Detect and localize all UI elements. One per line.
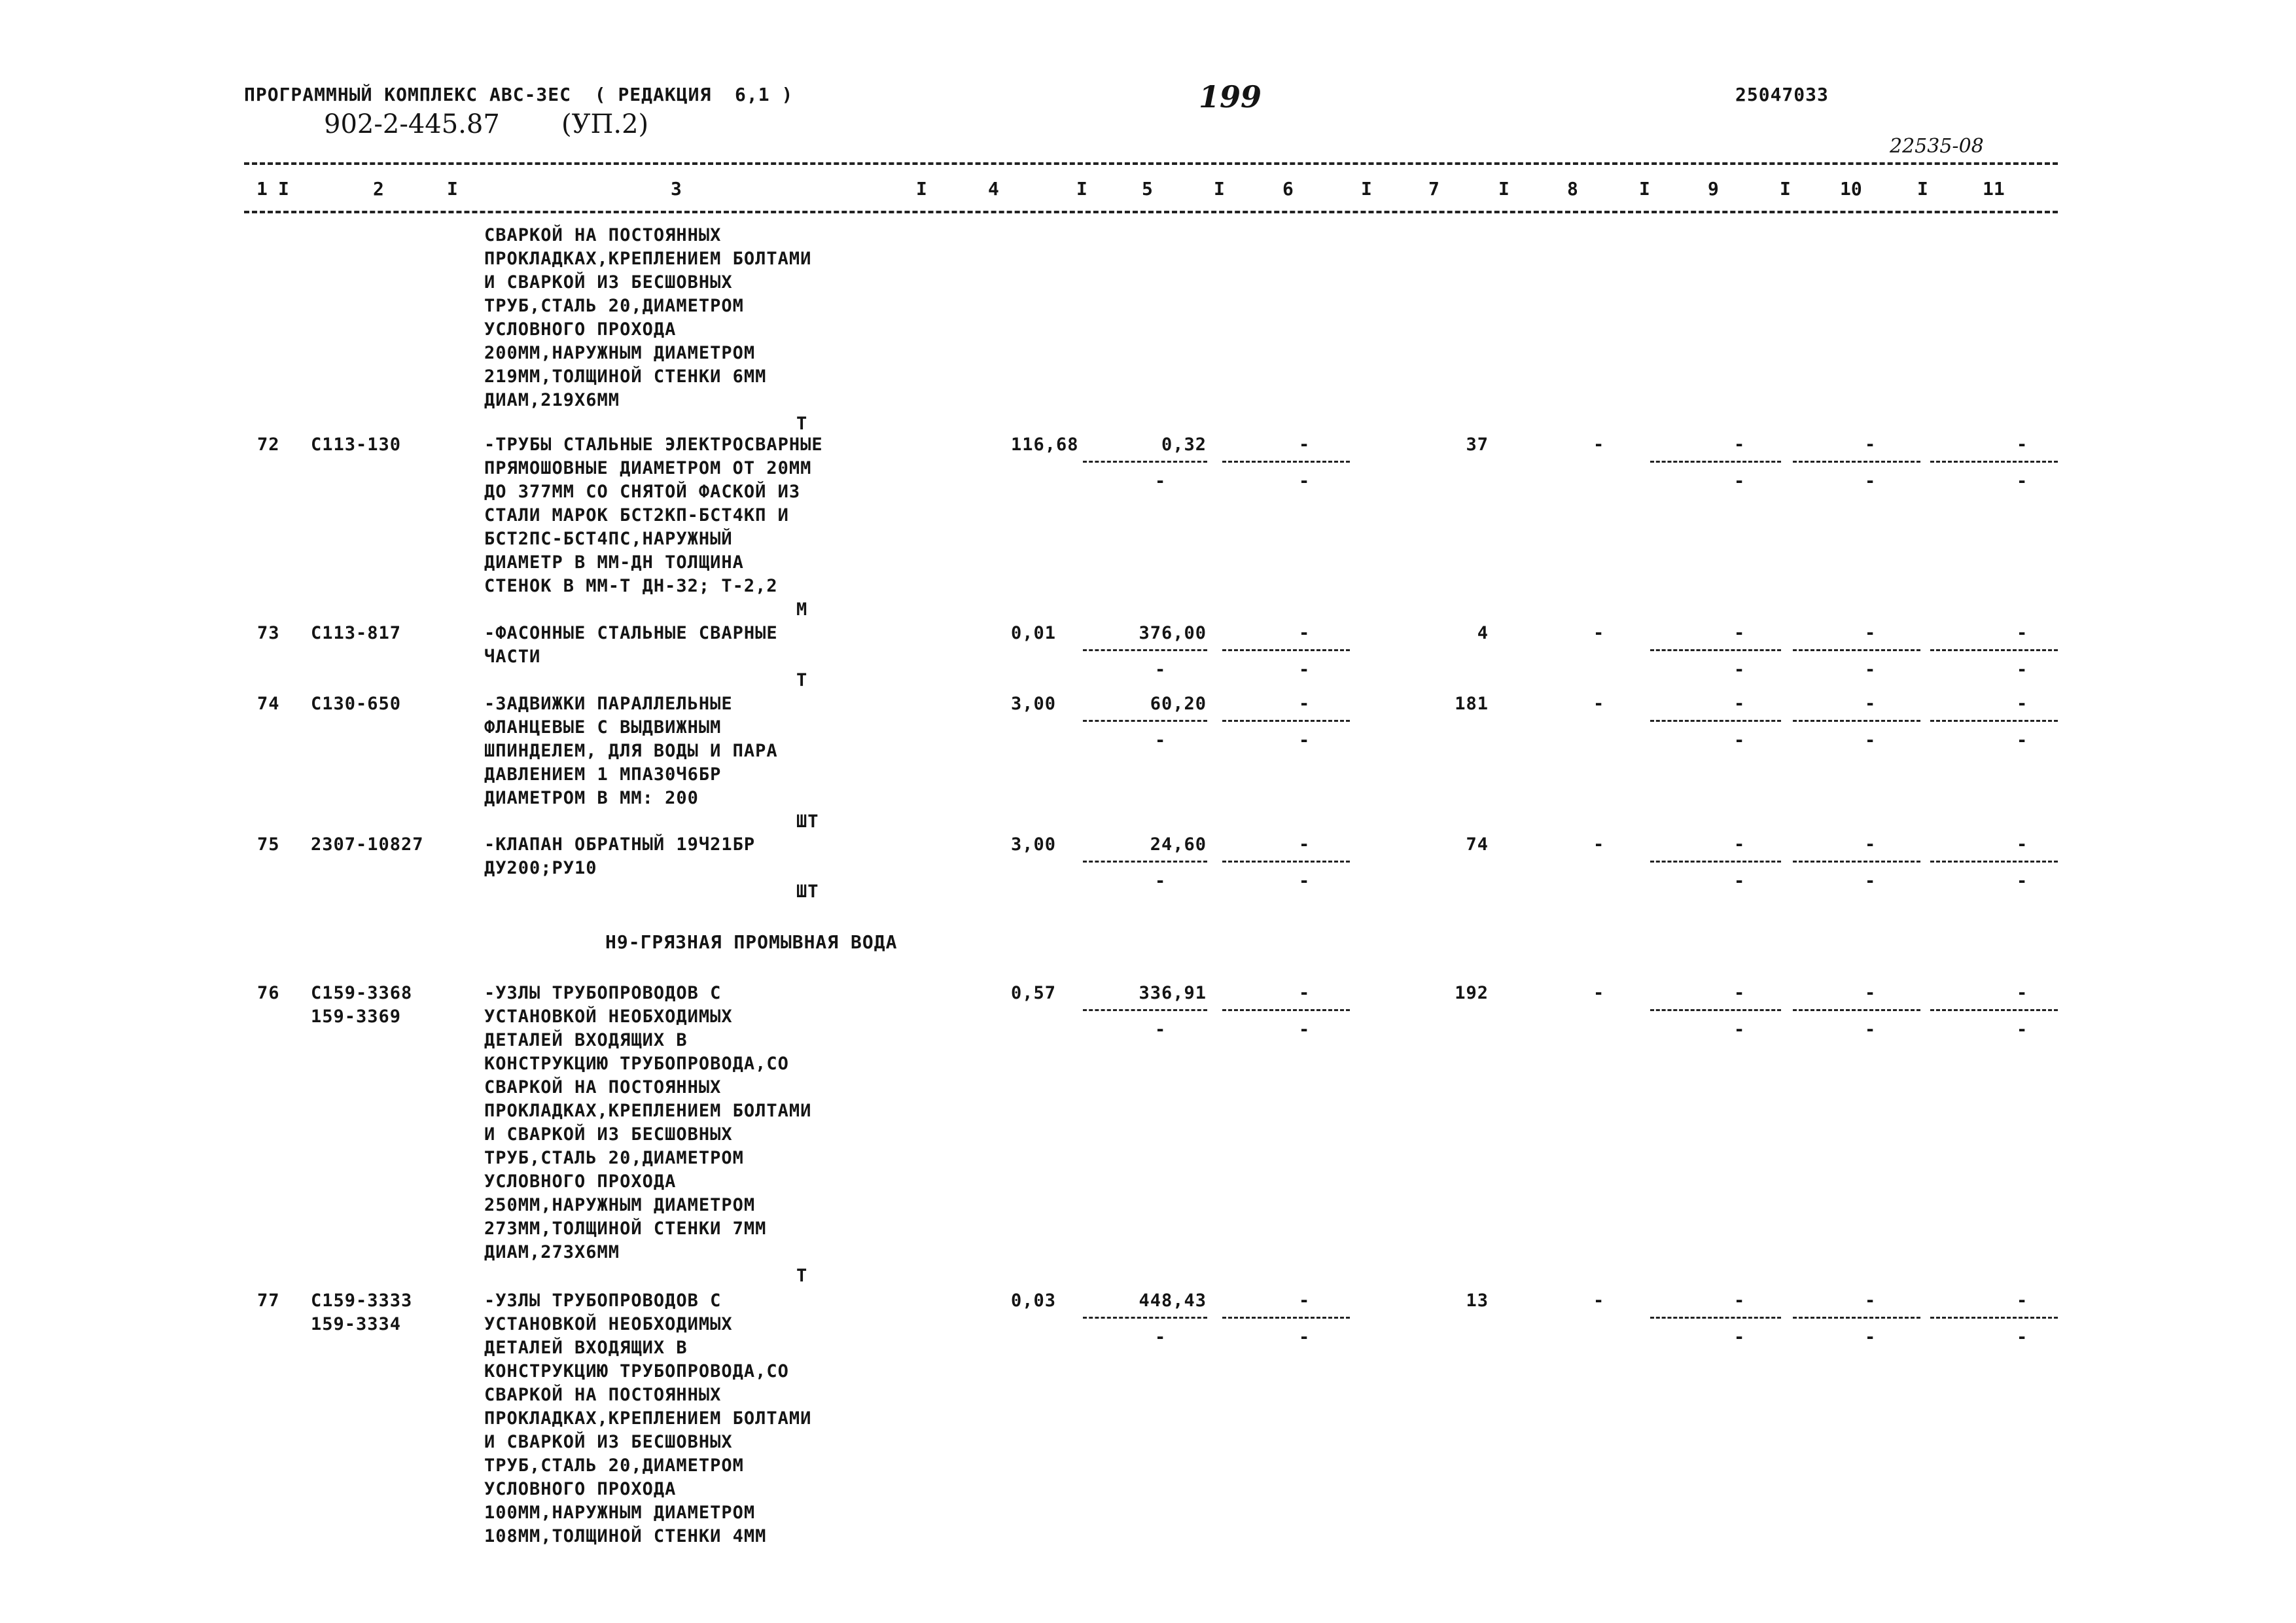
header-rule-bottom bbox=[244, 211, 2058, 213]
fraction-line bbox=[1083, 861, 1207, 863]
fraction-line bbox=[1793, 1317, 1920, 1319]
unit-cost: 336,91 bbox=[1139, 983, 1207, 1003]
document-part: (УП.2) bbox=[561, 109, 649, 139]
col10-value: - bbox=[1865, 834, 1877, 855]
quantity: 3,00 bbox=[1011, 834, 1057, 855]
col6-sub: - bbox=[1299, 730, 1311, 751]
column-header: 6 bbox=[1282, 178, 1294, 200]
total-cost: 74 bbox=[1466, 834, 1489, 855]
col6-sub: - bbox=[1299, 871, 1311, 891]
program-title: ПРОГРАММНЫЙ КОМПЛЕКС АВС-3ЕС ( РЕДАКЦИЯ 6,1 ) bbox=[244, 84, 794, 105]
fraction-line bbox=[1930, 1317, 2058, 1319]
col11-value: - bbox=[2017, 435, 2028, 455]
col6-sub: - bbox=[1299, 471, 1311, 491]
fraction-line bbox=[1793, 649, 1920, 651]
registration-number: 25047033 bbox=[1735, 84, 1829, 105]
col10-value: - bbox=[1865, 983, 1877, 1003]
fraction-line bbox=[1930, 861, 2058, 863]
fraction-line bbox=[1083, 649, 1207, 651]
col11-sub: - bbox=[2017, 871, 2028, 891]
price-code: С113-817 bbox=[311, 623, 402, 643]
column-header: 5 bbox=[1142, 178, 1153, 200]
col11-value: - bbox=[2017, 983, 2028, 1003]
fraction-line bbox=[1222, 1317, 1350, 1319]
col9-sub: - bbox=[1734, 1020, 1746, 1040]
col6-sub: - bbox=[1299, 1327, 1311, 1347]
col6-sub: - bbox=[1299, 1020, 1311, 1040]
col9-sub: - bbox=[1734, 471, 1746, 491]
col11-sub: - bbox=[2017, 1020, 2028, 1040]
unit-of-measure: М bbox=[796, 599, 808, 620]
col11-value: - bbox=[2017, 694, 2028, 714]
unit-of-measure: ШТ bbox=[796, 882, 819, 902]
col11-sub: - bbox=[2017, 471, 2028, 491]
price-code: С159-3333 bbox=[311, 1291, 413, 1311]
row-number: 75 bbox=[257, 834, 280, 855]
col9-sub: - bbox=[1734, 730, 1746, 751]
col9-value: - bbox=[1734, 694, 1746, 714]
fraction-line bbox=[1222, 720, 1350, 722]
price-code: С130-650 bbox=[311, 694, 402, 714]
price-code-2: 159-3334 bbox=[311, 1314, 402, 1334]
col8-value: - bbox=[1593, 435, 1605, 455]
fraction-line bbox=[1793, 861, 1920, 863]
total-cost: 37 bbox=[1466, 435, 1489, 455]
row-number: 74 bbox=[257, 694, 280, 714]
fraction-line bbox=[1930, 1009, 2058, 1011]
column-header: 7 bbox=[1428, 178, 1439, 200]
continuation-description: СВАРКОЙ НА ПОСТОЯННЫХ ПРОКЛАДКАХ,КРЕПЛЕНИЕМ БОЛТАМИ И СВАРКОЙ ИЗ БЕСШОВНЫХ ТРУБ,СТАЛЬ 20,ДИАМЕТРОМ УСЛОВНОГО ПРОХОДА 200ММ,НАРУЖНЫМ ДИАМЕТРОМ 219ММ,ТОЛЩИНОЙ СТЕНКИ 6ММ ДИАМ,219Х6ММ bbox=[484, 225, 812, 410]
work-description: -УЗЛЫ ТРУБОПРОВОДОВ С УСТАНОВКОЙ НЕОБХОДИМЫХ ДЕТАЛЕЙ ВХОДЯЩИХ В КОНСТРУКЦИЮ ТРУБОПРОВОДА,СО СВАРКОЙ НА ПОСТОЯННЫХ ПРОКЛАДКАХ,КРЕПЛЕНИЕМ БОЛТАМИ И СВАРКОЙ ИЗ БЕСШОВНЫХ ТРУБ,СТАЛЬ 20,ДИАМЕТРОМ УСЛОВНОГО ПРОХОДА 100ММ,НАРУЖНЫМ ДИАМЕТРОМ 108ММ,ТОЛЩИНОЙ СТЕНКИ 4ММ bbox=[484, 1291, 812, 1546]
col11-sub: - bbox=[2017, 730, 2028, 751]
unit-cost: 0,32 bbox=[1161, 435, 1207, 455]
fraction-line bbox=[1222, 649, 1350, 651]
unit-of-measure: Т bbox=[796, 1266, 808, 1286]
col6-value: - bbox=[1299, 834, 1311, 855]
unit-cost: 60,20 bbox=[1150, 694, 1207, 714]
fraction-line bbox=[1650, 649, 1781, 651]
document-code: 902-2-445.87 bbox=[324, 109, 500, 139]
col11-value: - bbox=[2017, 1291, 2028, 1311]
col9-value: - bbox=[1734, 834, 1746, 855]
col6-sub: - bbox=[1299, 660, 1311, 680]
document-page: ПРОГРАММНЫЙ КОМПЛЕКС АВС-3ЕС ( РЕДАКЦИЯ 6,1 ) 902-2-445.87 (УП.2) 199 25047033 22535-08 1 I 2 I 3 I 4 I 5 I 6 I 7 I 8 I 9 I 10 I 11 СВАРКОЙ НА ПОСТОЯННЫХ ПРОКЛАДКАХ,КРЕПЛЕНИЕМ БОЛТАМИ И СВАРКОЙ ИЗ БЕСШОВНЫХ ТРУБ,СТАЛЬ 20,ДИАМЕТРОМ УСЛОВНОГО ПРОХОДА 200ММ,НАРУЖНЫМ ДИАМЕТРОМ 219ММ,ТОЛЩИНОЙ СТЕНКИ 6ММ ДИАМ,219Х6ММ Т Н9-ГРЯЗНАЯ ПРОМЫВНАЯ ВОДА 72 С113-130 -ТРУБЫ СТАЛЬНЫЕ ЭЛЕКТРОСВАРНЫЕ ПРЯМОШОВНЫЕ ДИАМЕТРОМ ОТ 20ММ ДО 377ММ СО СНЯТОЙ ФАСКОЙ ИЗ СТАЛИ МАРОК БСТ2КП-БСТ4КП И БСТ2ПС-БСТ4ПС,НАРУЖНЫЙ ДИАМЕТР В ММ-ДН ТОЛЩИНА СТЕНОК В ММ-Т ДН-32; Т-2,2 М 116,68 0,32 - 37 - - - - - - - - - 73 С113-817 -ФАСОННЫЕ СТАЛЬНЫЕ СВАРНЫЕ ЧАСТИ Т 0,01 376,00 - 4 - - - - - - - - - 74 С130-650 -ЗАДВИЖКИ ПАРАЛЛЕЛЬНЫЕ ФЛАНЦЕВЫЕ С ВЫДВИЖНЫМ ШПИНДЕЛЕМ, ДЛЯ ВОДЫ И ПАРА ДАВЛЕНИЕМ 1 МПА30Ч6БР ДИАМЕТРОМ В ММ: 200 ШТ 3,00 60,20 - 181 - - - - - - - - - 75 2307-10827 -КЛАПАН ОБРАТНЫЙ 19Ч21БР ДУ200;РУ10 ШТ 3,00 24,60 - 74 - - - - - - - - - 76 С159-3368 159-3369 -УЗЛЫ ТРУБОПРОВОДОВ С УСТАНОВКОЙ НЕОБХОДИМЫХ ДЕТАЛЕЙ ВХОДЯЩИХ В КОНСТРУКЦИЮ ТРУБОПРОВОДА,СО СВАРКОЙ НА ПОСТОЯННЫХ ПРОКЛАДКАХ,КРЕПЛЕНИЕМ БОЛТАМИ И СВАРКОЙ ИЗ БЕСШОВНЫХ ТРУБ,СТАЛЬ 20,ДИАМЕТРОМ УСЛОВНОГО ПРОХОДА 250ММ,НАРУЖНЫМ ДИАМЕТРОМ 273ММ,ТОЛЩИНОЙ СТЕНКИ 7ММ ДИАМ,273Х6ММ Т 0,57 336,91 - 192 - - - - - - - - - 77 С159-3333 159-3334 -УЗЛЫ ТРУБОПРОВОДОВ С УСТАНОВКОЙ НЕОБХОДИМЫХ ДЕТАЛЕЙ ВХОДЯЩИХ В КОНСТРУКЦИЮ ТРУБОПРОВОДА,СО СВАРКОЙ НА ПОСТОЯННЫХ ПРОКЛАДКАХ,КРЕПЛЕНИЕМ БОЛТАМИ И СВАРКОЙ ИЗ БЕСШОВНЫХ ТРУБ,СТАЛЬ 20,ДИАМЕТРОМ УСЛОВНОГО ПРОХОДА 100ММ,НАРУЖНЫМ ДИАМЕТРОМ 108ММ,ТОЛЩИНОЙ СТЕНКИ 4ММ 0,03 448,43 - 13 - - - - - - - - - bbox=[0, 0, 2296, 1623]
column-header: 8 bbox=[1567, 178, 1578, 200]
column-header: 9 bbox=[1708, 178, 1719, 200]
col10-value: - bbox=[1865, 1291, 1877, 1311]
work-description: -ТРУБЫ СТАЛЬНЫЕ ЭЛЕКТРОСВАРНЫЕ ПРЯМОШОВНЫЕ ДИАМЕТРОМ ОТ 20ММ ДО 377ММ СО СНЯТОЙ ФАСКОЙ ИЗ СТАЛИ МАРОК БСТ2КП-БСТ4КП И БСТ2ПС-БСТ4ПС,НАРУЖНЫЙ ДИАМЕТР В ММ-ДН ТОЛЩИНА СТЕНОК В ММ-Т ДН-32; Т-2,2 bbox=[484, 435, 823, 596]
fraction-line bbox=[1793, 720, 1920, 722]
fraction-line bbox=[1930, 461, 2058, 463]
col11-sub: - bbox=[2017, 1327, 2028, 1347]
unit-cost-sub: - bbox=[1155, 1327, 1167, 1347]
quantity: 0,01 bbox=[1011, 623, 1057, 643]
col9-value: - bbox=[1734, 983, 1746, 1003]
fraction-line bbox=[1650, 720, 1781, 722]
price-code: С113-130 bbox=[311, 435, 402, 455]
row-number: 72 bbox=[257, 435, 280, 455]
fraction-line bbox=[1793, 461, 1920, 463]
quantity: 116,68 bbox=[1011, 435, 1079, 455]
col10-sub: - bbox=[1865, 471, 1877, 491]
col8-value: - bbox=[1593, 834, 1605, 855]
price-code: 2307-10827 bbox=[311, 834, 424, 855]
total-cost: 192 bbox=[1455, 983, 1489, 1003]
total-cost: 4 bbox=[1477, 623, 1489, 643]
fraction-line bbox=[1222, 861, 1350, 863]
work-description: -УЗЛЫ ТРУБОПРОВОДОВ С УСТАНОВКОЙ НЕОБХОДИМЫХ ДЕТАЛЕЙ ВХОДЯЩИХ В КОНСТРУКЦИЮ ТРУБОПРОВОДА,СО СВАРКОЙ НА ПОСТОЯННЫХ ПРОКЛАДКАХ,КРЕПЛЕНИЕМ БОЛТАМИ И СВАРКОЙ ИЗ БЕСШОВНЫХ ТРУБ,СТАЛЬ 20,ДИАМЕТРОМ УСЛОВНОГО ПРОХОДА 250ММ,НАРУЖНЫМ ДИАМЕТРОМ 273ММ,ТОЛЩИНОЙ СТЕНКИ 7ММ ДИАМ,273Х6ММ bbox=[484, 983, 812, 1262]
col11-value: - bbox=[2017, 834, 2028, 855]
page-number: 199 bbox=[1199, 79, 1262, 115]
col8-value: - bbox=[1593, 983, 1605, 1003]
unit-cost: 376,00 bbox=[1139, 623, 1207, 643]
fraction-line bbox=[1083, 461, 1207, 463]
quantity: 0,03 bbox=[1011, 1291, 1057, 1311]
fraction-line bbox=[1930, 720, 2058, 722]
col10-value: - bbox=[1865, 623, 1877, 643]
col8-value: - bbox=[1593, 694, 1605, 714]
work-description: -ЗАДВИЖКИ ПАРАЛЛЕЛЬНЫЕ ФЛАНЦЕВЫЕ С ВЫДВИЖНЫМ ШПИНДЕЛЕМ, ДЛЯ ВОДЫ И ПАРА ДАВЛЕНИЕМ 1 МПА30Ч6БР ДИАМЕТРОМ В ММ: 200 bbox=[484, 694, 778, 808]
work-description: -ФАСОННЫЕ СТАЛЬНЫЕ СВАРНЫЕ ЧАСТИ bbox=[484, 623, 778, 667]
total-cost: 181 bbox=[1455, 694, 1489, 714]
col8-value: - bbox=[1593, 1291, 1605, 1311]
col9-value: - bbox=[1734, 623, 1746, 643]
col10-value: - bbox=[1865, 694, 1877, 714]
column-header: 10 bbox=[1840, 178, 1862, 200]
section-title: Н9-ГРЯЗНАЯ ПРОМЫВНАЯ ВОДА bbox=[605, 931, 898, 953]
fraction-line bbox=[1650, 461, 1781, 463]
continuation-unit: Т bbox=[796, 414, 808, 434]
col11-sub: - bbox=[2017, 660, 2028, 680]
column-header: 4 bbox=[988, 178, 999, 200]
quantity: 3,00 bbox=[1011, 694, 1057, 714]
col9-sub: - bbox=[1734, 1327, 1746, 1347]
column-header: 3 bbox=[671, 178, 682, 200]
col6-value: - bbox=[1299, 435, 1311, 455]
fraction-line bbox=[1222, 461, 1350, 463]
col10-sub: - bbox=[1865, 730, 1877, 751]
column-header: 2 bbox=[373, 178, 384, 200]
work-description: -КЛАПАН ОБРАТНЫЙ 19Ч21БР ДУ200;РУ10 bbox=[484, 834, 756, 878]
fraction-line bbox=[1650, 1317, 1781, 1319]
col9-sub: - bbox=[1734, 871, 1746, 891]
col11-value: - bbox=[2017, 623, 2028, 643]
fraction-line bbox=[1083, 720, 1207, 722]
unit-cost-sub: - bbox=[1155, 471, 1167, 491]
col6-value: - bbox=[1299, 983, 1311, 1003]
archive-number: 22535-08 bbox=[1890, 135, 1984, 158]
col9-value: - bbox=[1734, 435, 1746, 455]
header-rule-top bbox=[244, 162, 2058, 165]
fraction-line bbox=[1930, 649, 2058, 651]
quantity: 0,57 bbox=[1011, 983, 1057, 1003]
col6-value: - bbox=[1299, 623, 1311, 643]
col9-sub: - bbox=[1734, 660, 1746, 680]
fraction-line bbox=[1083, 1009, 1207, 1011]
col10-sub: - bbox=[1865, 660, 1877, 680]
unit-cost-sub: - bbox=[1155, 730, 1167, 751]
row-number: 73 bbox=[257, 623, 280, 643]
fraction-line bbox=[1650, 1009, 1781, 1011]
unit-cost-sub: - bbox=[1155, 871, 1167, 891]
col10-sub: - bbox=[1865, 1020, 1877, 1040]
row-number: 76 bbox=[257, 983, 280, 1003]
unit-of-measure: Т bbox=[796, 670, 808, 690]
price-code: С159-3368 bbox=[311, 983, 413, 1003]
col9-value: - bbox=[1734, 1291, 1746, 1311]
fraction-line bbox=[1083, 1317, 1207, 1319]
unit-cost: 24,60 bbox=[1150, 834, 1207, 855]
unit-cost-sub: - bbox=[1155, 1020, 1167, 1040]
col10-value: - bbox=[1865, 435, 1877, 455]
fraction-line bbox=[1650, 861, 1781, 863]
col10-sub: - bbox=[1865, 871, 1877, 891]
total-cost: 13 bbox=[1466, 1291, 1489, 1311]
unit-of-measure: ШТ bbox=[796, 812, 819, 832]
unit-cost-sub: - bbox=[1155, 660, 1167, 680]
column-header: 11 bbox=[1983, 178, 2005, 200]
price-code-2: 159-3369 bbox=[311, 1007, 402, 1027]
column-header: 1 bbox=[256, 178, 268, 200]
col6-value: - bbox=[1299, 1291, 1311, 1311]
col6-value: - bbox=[1299, 694, 1311, 714]
fraction-line bbox=[1793, 1009, 1920, 1011]
col8-value: - bbox=[1593, 623, 1605, 643]
row-number: 77 bbox=[257, 1291, 280, 1311]
unit-cost: 448,43 bbox=[1139, 1291, 1207, 1311]
col10-sub: - bbox=[1865, 1327, 1877, 1347]
fraction-line bbox=[1222, 1009, 1350, 1011]
